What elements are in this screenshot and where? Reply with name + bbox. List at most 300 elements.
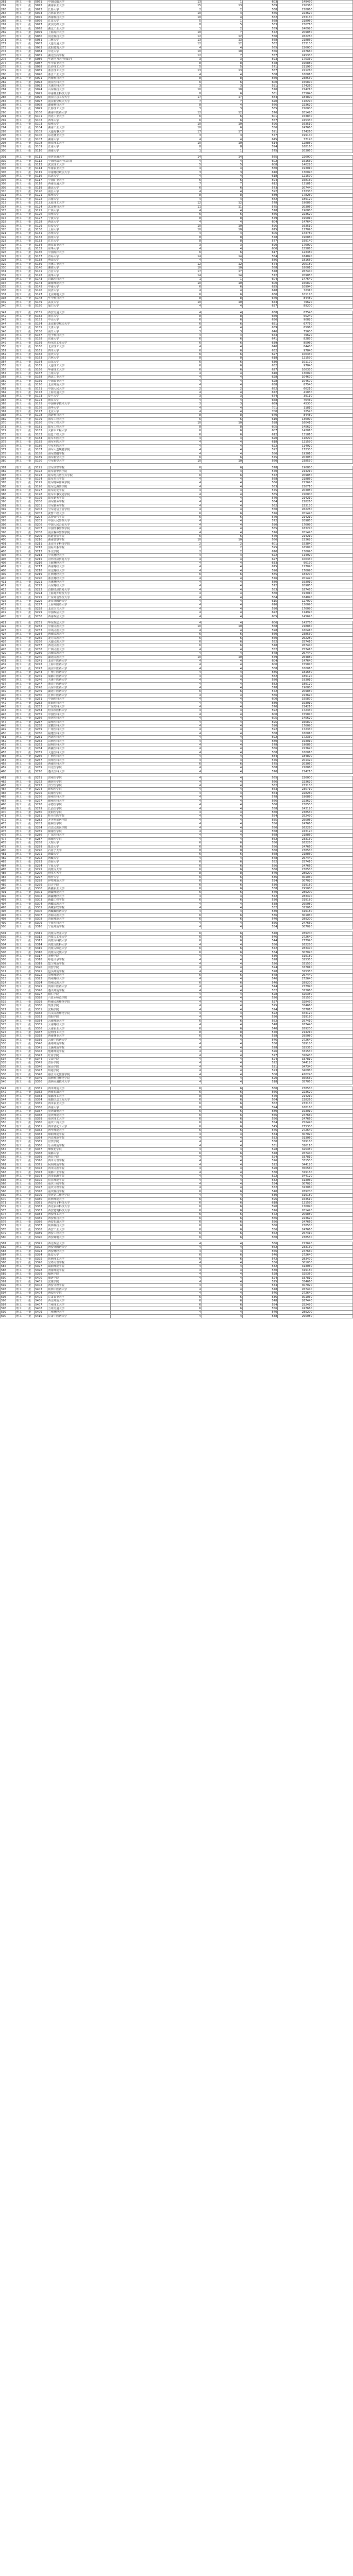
table-cell: 12 [201, 201, 242, 205]
table-cell: 528 [243, 970, 278, 973]
table-cell: 4 [201, 448, 242, 452]
table-cell: 233130 [278, 784, 313, 788]
table-cell: 4 [201, 925, 242, 929]
table-cell: 一批 [25, 134, 34, 138]
table-cell: 8 [201, 297, 242, 300]
table-cell: 193010 [278, 679, 313, 682]
table-cell: 太原理工大学 [47, 201, 111, 205]
table-cell: 5234 [35, 633, 47, 636]
table-cell: 理工 [15, 345, 25, 349]
table-cell: 10 [110, 224, 201, 228]
table-cell: 6 [110, 1125, 201, 1128]
table-row [1, 732, 353, 735]
table-cell: 一批 [25, 69, 34, 73]
table-cell: 新疆农业大学 [47, 887, 111, 891]
table-cell: 292 [1, 118, 15, 122]
table-cell: 理工 [15, 485, 25, 488]
table-cell: 223620 [278, 12, 313, 15]
table-cell: 648 [243, 289, 278, 293]
table-cell: 一批 [25, 8, 34, 11]
table-row [1, 770, 353, 773]
table-cell: 8 [201, 61, 242, 65]
table-cell: 5113 [35, 163, 47, 167]
table-row [1, 1061, 353, 1065]
table-cell: 454 [1, 747, 15, 751]
table-cell: 一批 [25, 1148, 34, 1151]
table-cell: 374 [1, 436, 15, 440]
table-cell: 6 [110, 473, 201, 477]
table-cell: 5142 [35, 274, 47, 277]
table-cell: 4 [201, 856, 242, 860]
table-cell: 西藏藏医药大学 [47, 910, 111, 913]
table-row [1, 894, 353, 898]
table-cell: 一批 [25, 88, 34, 92]
table-cell: 1 [110, 149, 201, 152]
table-cell: 556 [243, 50, 278, 54]
table-cell: 4 [201, 837, 242, 841]
table-cell: 4 [110, 607, 201, 611]
table-cell: 中国药科大学 [47, 698, 111, 701]
table-cell: 337 [1, 293, 15, 296]
table-cell: 铁道警察学院 [47, 535, 111, 538]
table-cell: 理工 [15, 565, 25, 569]
table-cell: 5394 [35, 1253, 47, 1257]
table-row [1, 887, 353, 891]
table-cell: 上海海洋大学 [47, 31, 111, 35]
table-cell: 一批 [25, 1015, 34, 1019]
table-row [1, 1299, 353, 1303]
table-cell-empty [313, 1106, 352, 1109]
table-cell-empty [313, 406, 352, 410]
table-cell: 5197 [35, 489, 47, 493]
table-cell: 理工 [15, 546, 25, 550]
table-cell: 包头师范学院 [47, 970, 111, 973]
table-cell: 6 [110, 115, 201, 118]
table-cell: 331 [1, 270, 15, 274]
table-cell-empty [313, 655, 352, 659]
table-cell: 理工 [15, 326, 25, 330]
table-cell: 180010 [278, 732, 313, 735]
table-cell: 6 [110, 1235, 201, 1239]
table-cell: 理工 [15, 1151, 25, 1155]
table-cell-empty [313, 561, 352, 565]
table-cell: 广东药科大学 [47, 705, 111, 708]
table-cell: 理工 [15, 856, 25, 860]
table-row [1, 379, 353, 383]
table-cell: 160410 [278, 421, 313, 425]
table-cell: 6 [201, 841, 242, 845]
table-cell: 415 [1, 596, 15, 599]
table-cell: 604 [243, 278, 278, 281]
table-row [1, 713, 353, 716]
table-cell: 267440 [278, 1287, 313, 1291]
table-cell: 382 [1, 470, 15, 473]
table-cell: 东华大学 [47, 247, 111, 251]
table-cell-empty [313, 667, 352, 670]
table-row [1, 1167, 353, 1171]
table-cell: 4 [110, 232, 201, 235]
table-cell: 588 [243, 732, 278, 735]
table-cell: 5101 [35, 115, 47, 118]
table-cell: 277990 [278, 939, 313, 943]
table-cell: 452 [1, 739, 15, 743]
table-cell: 530 [243, 1194, 278, 1197]
table-cell: 西安石油大学 [47, 1220, 111, 1224]
table-cell: 6 [201, 1232, 242, 1235]
table-cell: 4 [201, 167, 242, 171]
table-cell: 13 [110, 69, 201, 73]
table-cell: 一批 [25, 996, 34, 1000]
table-row [1, 1182, 353, 1185]
table-row [1, 497, 353, 500]
table-cell-empty [313, 134, 352, 138]
table-cell: 6 [201, 1299, 242, 1303]
table-cell: 510 [1, 966, 15, 970]
table-row [1, 224, 353, 228]
table-cell: 理工 [15, 803, 25, 807]
table-cell: 4 [110, 755, 201, 758]
table-cell-empty [313, 31, 352, 35]
table-cell: 622 [243, 444, 278, 448]
table-cell: 理工 [15, 311, 25, 314]
table-row [1, 259, 353, 262]
table-cell: 267440 [278, 270, 313, 274]
table-cell: 5259 [35, 728, 47, 732]
table-cell: 河北科技大学 [47, 35, 111, 38]
table-cell: 4 [110, 221, 201, 224]
table-cell: 46460 [278, 398, 313, 402]
table-cell: 西安工程大学 [47, 1232, 111, 1235]
table-cell: 291 [1, 115, 15, 118]
table-cell: 4 [110, 1054, 201, 1057]
table-cell-empty [313, 943, 352, 946]
table-cell: 6 [110, 935, 201, 939]
table-cell-empty [313, 1209, 352, 1212]
table-cell-empty [313, 523, 352, 527]
table-cell-empty [313, 77, 352, 80]
table-cell: 5355 [35, 1102, 47, 1106]
table-cell: 6 [201, 473, 242, 477]
table-cell: 243120 [278, 807, 313, 810]
table-cell: 564 [243, 791, 278, 795]
table-cell: 12 [201, 42, 242, 46]
table-cell: 4 [110, 925, 201, 929]
table-cell: 407 [1, 565, 15, 569]
table-cell-empty [313, 1004, 352, 1008]
table-cell: 一批 [25, 73, 34, 76]
table-cell: 北京中医药大学 [47, 659, 111, 663]
table-row [1, 1102, 353, 1106]
table-cell: 理工 [15, 818, 25, 822]
table-cell-empty [313, 15, 352, 19]
table-cell: 238530 [278, 1087, 313, 1090]
table-cell: 湖北医药学院 [47, 54, 111, 57]
table-cell: 8 [110, 145, 201, 149]
table-cell: 5111 [35, 156, 47, 159]
table-cell: 陕西师范大学 [47, 1197, 111, 1201]
table-cell: 163510 [278, 224, 313, 228]
table-cell: 南华大学 [47, 274, 111, 277]
table-cell: 一批 [25, 766, 34, 770]
table-cell: 15 [110, 4, 201, 8]
table-cell: 556 [243, 921, 278, 925]
table-cell: 一批 [25, 1144, 34, 1147]
table-row [1, 573, 353, 577]
table-cell: 5364 [35, 1137, 47, 1140]
table-cell: 黔南民族师范学院 [47, 1000, 111, 1004]
table-cell: 4 [201, 791, 242, 795]
table-cell: 369 [1, 417, 15, 421]
table-cell: 东北大学 [47, 175, 111, 178]
table-cell: 4 [110, 1261, 201, 1265]
table-cell: 理工 [15, 285, 25, 289]
table-cell: 5174 [35, 398, 47, 402]
table-cell: 560 [243, 633, 278, 636]
table-cell: 一批 [25, 875, 34, 879]
table-cell: 4 [110, 1273, 201, 1276]
table-cell: 4 [201, 674, 242, 678]
table-row [1, 747, 353, 751]
table-cell: 理工 [15, 550, 25, 553]
table-row [1, 345, 353, 349]
table-row [1, 803, 353, 807]
table-cell: 223620 [278, 693, 313, 697]
table-cell: 一批 [25, 1287, 34, 1291]
table-cell: 6 [201, 879, 242, 883]
table-row [1, 1098, 353, 1101]
table-cell: 596 [243, 123, 278, 126]
table-cell: 理工 [15, 126, 25, 130]
table-cell: 5361 [35, 1125, 47, 1128]
table-cell: 理工 [15, 962, 25, 965]
table-cell: 4 [110, 175, 201, 178]
table-cell: 524 [243, 1008, 278, 1011]
table-cell: 北京航空航天大学 [47, 322, 111, 326]
table-cell: 4 [110, 679, 201, 682]
table-cell-empty [313, 1012, 352, 1015]
table-cell-empty [313, 251, 352, 255]
table-cell: 127090 [278, 228, 313, 231]
table-cell: 一批 [25, 954, 34, 958]
table-cell: 一批 [25, 142, 34, 145]
table-cell: 4 [201, 977, 242, 981]
table-cell: 4 [201, 659, 242, 663]
table-cell: 理工 [15, 810, 25, 814]
table-row [1, 860, 353, 864]
table-cell: 267440 [278, 1299, 313, 1303]
table-cell: 568 [243, 766, 278, 770]
table-cell: 滨州医学院 [47, 776, 111, 780]
table-row [1, 546, 353, 550]
table-cell: 5104 [35, 126, 47, 130]
table-cell: 5344 [35, 1057, 47, 1061]
table-cell: 238530 [278, 633, 313, 636]
table-cell: 5265 [35, 751, 47, 754]
table-cell: 一批 [25, 864, 34, 868]
table-cell: 西北政法大学 [47, 1242, 111, 1246]
table-row [1, 1065, 353, 1069]
table-cell: 一批 [25, 360, 34, 364]
table-row [1, 720, 353, 724]
table-cell: 5105 [35, 130, 47, 133]
table-row [1, 1094, 353, 1098]
table-cell: 理工 [15, 887, 25, 891]
table-cell: 哈尔滨工业大学 [47, 341, 111, 345]
table-cell: 理工 [15, 1, 25, 4]
table-cell: 8 [110, 194, 201, 197]
table-cell: 理工 [15, 588, 25, 591]
table-cell: 313060 [278, 989, 313, 992]
table-cell: 6 [110, 864, 201, 868]
table-cell: 5216 [35, 561, 47, 565]
table-cell: 10 [110, 538, 201, 542]
table-cell: 理工 [15, 1076, 25, 1080]
table-cell: 一批 [25, 966, 34, 970]
table-cell: 理工 [15, 1069, 25, 1073]
table-cell: 333 [1, 278, 15, 281]
table-cell: 4 [201, 372, 242, 376]
table-cell: 325350 [278, 1148, 313, 1151]
table-cell: 一批 [25, 561, 34, 565]
table-cell: 572 [243, 690, 278, 693]
table-cell: 573 [1, 1209, 15, 1212]
table-cell: 247660 [278, 1228, 313, 1231]
table-cell: 4 [201, 1287, 242, 1291]
table-cell: 238530 [278, 1224, 313, 1228]
table-cell: 一批 [25, 743, 34, 747]
table-cell: 6 [201, 1307, 242, 1310]
table-cell: 529 [1, 1038, 15, 1042]
table-cell: 一批 [25, 1197, 34, 1201]
table-cell: 600 [243, 80, 278, 84]
table-cell: 261 [1, 1, 15, 4]
table-cell: 5261 [35, 736, 47, 739]
table-cell: 334660 [278, 1280, 313, 1284]
table-row [1, 625, 353, 629]
table-cell: 196880 [278, 209, 313, 212]
table-cell: 4 [110, 780, 201, 784]
table-cell: 4 [201, 996, 242, 1000]
table-cell: 理工 [15, 1129, 25, 1132]
table-cell: 4 [110, 1065, 201, 1069]
table-row [1, 1113, 353, 1117]
table-cell: 5368 [35, 1151, 47, 1155]
table-cell: 176090 [278, 724, 313, 727]
table-cell: 525 [243, 1004, 278, 1008]
table-row [1, 232, 353, 235]
table-cell: 4 [201, 751, 242, 754]
table-row [1, 433, 353, 436]
table-cell: 348 [1, 337, 15, 341]
table-cell: 吉林大学 [47, 357, 111, 360]
table-cell: 一批 [25, 621, 34, 625]
table-cell: 223620 [278, 780, 313, 784]
table-cell: 一批 [25, 713, 34, 716]
table-cell: 184890 [278, 755, 313, 758]
table-cell: 440 [1, 693, 15, 697]
table-cell: 遵义医科大学 [47, 770, 111, 773]
table-cell: 理工 [15, 429, 25, 433]
table-cell: 广西医科大学 [47, 755, 111, 758]
table-cell: 一批 [25, 425, 34, 429]
table-cell: 4 [110, 826, 201, 829]
table-cell: 5272 [35, 780, 47, 784]
table-row [1, 357, 353, 360]
table-cell: 一批 [25, 837, 34, 841]
table-cell: 6 [110, 1295, 201, 1299]
table-cell: 中国农业大学 [47, 379, 111, 383]
table-cell: 560 [243, 868, 278, 872]
table-cell: 4 [201, 780, 242, 784]
table-row [1, 701, 353, 705]
table-cell: 6 [110, 293, 201, 296]
table-cell: 493 [1, 899, 15, 902]
table-cell: 570 [243, 535, 278, 538]
table-row [1, 477, 353, 481]
table-cell-empty [313, 973, 352, 977]
table-cell-empty [313, 1159, 352, 1163]
table-cell: 6 [201, 512, 242, 515]
table-cell: 4 [110, 667, 201, 670]
table-cell: 四川大学 [47, 349, 111, 352]
table-row [1, 913, 353, 917]
table-row [1, 690, 353, 693]
table-cell: 14 [110, 274, 201, 277]
table-cell: 5301 [35, 891, 47, 894]
table-cell: 6 [201, 213, 242, 216]
table-row [1, 1156, 353, 1159]
table-cell: 578 [243, 743, 278, 747]
table-cell: 一批 [25, 433, 34, 436]
table-cell: 理工 [15, 644, 25, 648]
table-cell: 一批 [25, 1232, 34, 1235]
table-cell: 理工 [15, 1050, 25, 1054]
table-cell: 理工 [15, 278, 25, 281]
table-cell: 299 [1, 145, 15, 149]
table-cell: 607 [243, 429, 278, 433]
table-cell: 理工 [15, 1148, 25, 1151]
table-cell: 理工 [15, 538, 25, 542]
table-cell: 540 [243, 1311, 278, 1314]
table-cell: 理工 [15, 508, 25, 512]
table-cell: 3 [201, 58, 242, 61]
table-row [1, 39, 353, 42]
table-cell: 内蒙古科技大学 [47, 939, 111, 943]
table-cell: 544 [243, 985, 278, 989]
table-cell: 6 [201, 80, 242, 84]
table-cell: 344120 [278, 1163, 313, 1166]
table-cell: 4 [201, 159, 242, 163]
table-cell: 5345 [35, 1061, 47, 1065]
table-cell: 1 [201, 278, 242, 281]
table-cell: 368 [1, 414, 15, 417]
table-cell: 457 [1, 758, 15, 762]
table-cell: 5381 [35, 1201, 47, 1205]
table-cell: 548 [243, 973, 278, 977]
table-cell: 重庆理工大学 [47, 1117, 111, 1121]
table-row [1, 352, 353, 356]
table-cell: 4 [110, 1194, 201, 1197]
table-cell: 424 [1, 633, 15, 636]
table-cell: 一批 [25, 149, 34, 152]
table-cell: 522 [243, 1163, 278, 1166]
table-cell: 567 [243, 69, 278, 73]
table-cell: 331530 [278, 1050, 313, 1054]
table-cell: 4 [110, 766, 201, 770]
table-row [1, 849, 353, 852]
table-cell: 324 [1, 243, 15, 247]
table-cell: 1 [110, 27, 201, 30]
